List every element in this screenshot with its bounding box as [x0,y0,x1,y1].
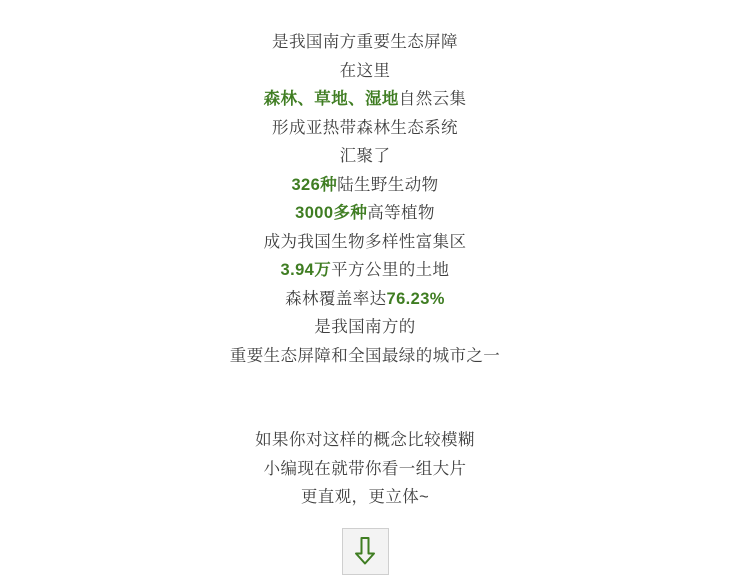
plain-text: 形成亚热带森林生态系统 [272,118,458,137]
article-line [0,313,730,342]
article-line [0,85,730,114]
article-line [0,256,730,285]
plain-text: 是我国南方的 [314,318,416,336]
article-line [0,142,730,171]
highlighted-text: 森林、草地、湿地 [263,90,399,108]
highlighted-text: 326种 [291,175,338,194]
article-line [0,57,730,86]
highlighted-text: 76.23% [386,289,445,308]
plain-text: 成为我国生物多样性富集区 [263,232,467,251]
article-line [0,342,730,371]
article-line [0,199,730,228]
article-line [0,228,730,257]
plain-text: 在这里 [339,61,391,80]
article-line [0,426,730,455]
intro-paragraph-block [0,28,730,370]
closing-paragraph-block [0,426,730,512]
plain-text: 更直观，更立体~ [300,488,430,506]
plain-text: 汇聚了 [339,147,391,165]
article-line [0,114,730,143]
article-line [0,483,730,512]
highlighted-text: 3.94万 [280,261,332,279]
article-line [0,171,730,200]
plain-text: 小编现在就带你看一组大片 [263,459,467,478]
arrow-down-icon[interactable] [342,528,389,575]
plain-text: 如果你对这样的概念比较模糊 [255,431,475,449]
plain-text: 高等植物 [367,204,435,222]
highlighted-text: 3000多种 [295,204,368,222]
plain-text: 森林覆盖率达 [285,289,387,308]
plain-text: 陆生野生动物 [337,175,439,194]
plain-text: 是我国南方重要生态屏障 [272,33,458,51]
article-line [0,455,730,484]
plain-text: 平方公里的土地 [331,261,450,279]
plain-text: 重要生态屏障和全国最绿的城市之一 [229,346,501,365]
paragraph-spacer [0,370,730,426]
article-line [0,28,730,57]
plain-text: 自然云集 [398,90,467,108]
scroll-down-indicator[interactable] [0,528,730,575]
article-line [0,285,730,314]
